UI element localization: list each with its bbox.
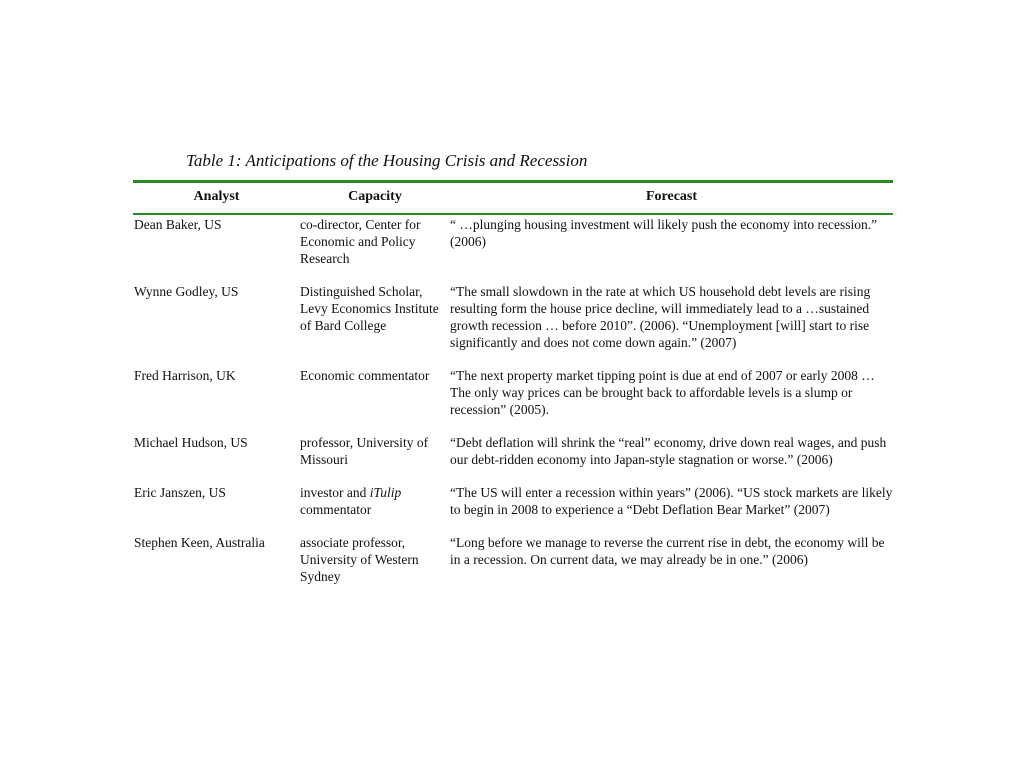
capacity-text-post: commentator	[300, 502, 372, 517]
cell-capacity: Economic commentator	[300, 368, 430, 383]
table-row	[133, 367, 893, 434]
cell-forecast: “ …plunging housing investment will likely push the economy into recession.” (2006)	[450, 217, 878, 249]
cell-capacity: Distinguished Scholar, Levy Economics Institute of Bard College	[300, 284, 439, 333]
capacity-text-pre: investor and	[300, 485, 370, 500]
cell-capacity: professor, University of Missouri	[300, 435, 429, 467]
header-analyst: Analyst	[133, 183, 300, 214]
cell-forecast: “The US will enter a recession within years” (2006). “US stock markets are likely to begin in 2008 to experience a “Debt Deflation Bear Market” (2007)	[450, 485, 893, 517]
capacity-text-italic: iTulip	[369, 485, 402, 500]
cell-capacity: associate professor, University of Western Sydney	[300, 535, 419, 584]
table-row	[133, 484, 893, 534]
cell-forecast: “Debt deflation will shrink the “real” economy, drive down real wages, and push our debt-ridden economy into Japan-style stagnation or worse.” (2006)	[450, 435, 887, 467]
cell-analyst: Dean Baker, US	[134, 217, 222, 232]
cell-capacity: co-director, Center for Economic and Policy Research	[300, 217, 421, 266]
cell-forecast: “The small slowdown in the rate at which US household debt levels are rising resulting form the house price decline, will immediately lead to a …sustained growth recession … before 2010”. (2006). “Unemployment [will] start to rise significantly and does not come down again.” (2007)	[450, 284, 871, 350]
table-row	[133, 534, 893, 601]
cell-capacity	[300, 484, 450, 534]
table-row	[133, 283, 893, 367]
cell-analyst: Stephen Keen, Australia	[134, 535, 265, 550]
document-page	[133, 150, 893, 601]
table-row	[133, 434, 893, 484]
cell-analyst: Wynne Godley, US	[134, 284, 239, 299]
cell-analyst: Eric Janszen, US	[134, 485, 226, 500]
cell-forecast: “The next property market tipping point is due at end of 2007 or early 2008 …The only way prices can be brought back to affordable levels is a slump or recession” (2005).	[450, 368, 875, 417]
cell-forecast: “Long before we manage to reverse the current rise in debt, the economy will be in a recession. On current data, we may already be in one.” (2006)	[450, 535, 885, 567]
table-caption: Table 1: Anticipations of the Housing Crisis and Recession	[186, 151, 588, 170]
cell-analyst: Michael Hudson, US	[134, 435, 248, 450]
header-capacity: Capacity	[300, 183, 450, 214]
table-row	[133, 216, 893, 283]
table-header-row	[133, 183, 893, 214]
cell-analyst: Fred Harrison, UK	[134, 368, 236, 383]
anticipations-table	[133, 183, 893, 601]
header-forecast: Forecast	[450, 183, 893, 214]
